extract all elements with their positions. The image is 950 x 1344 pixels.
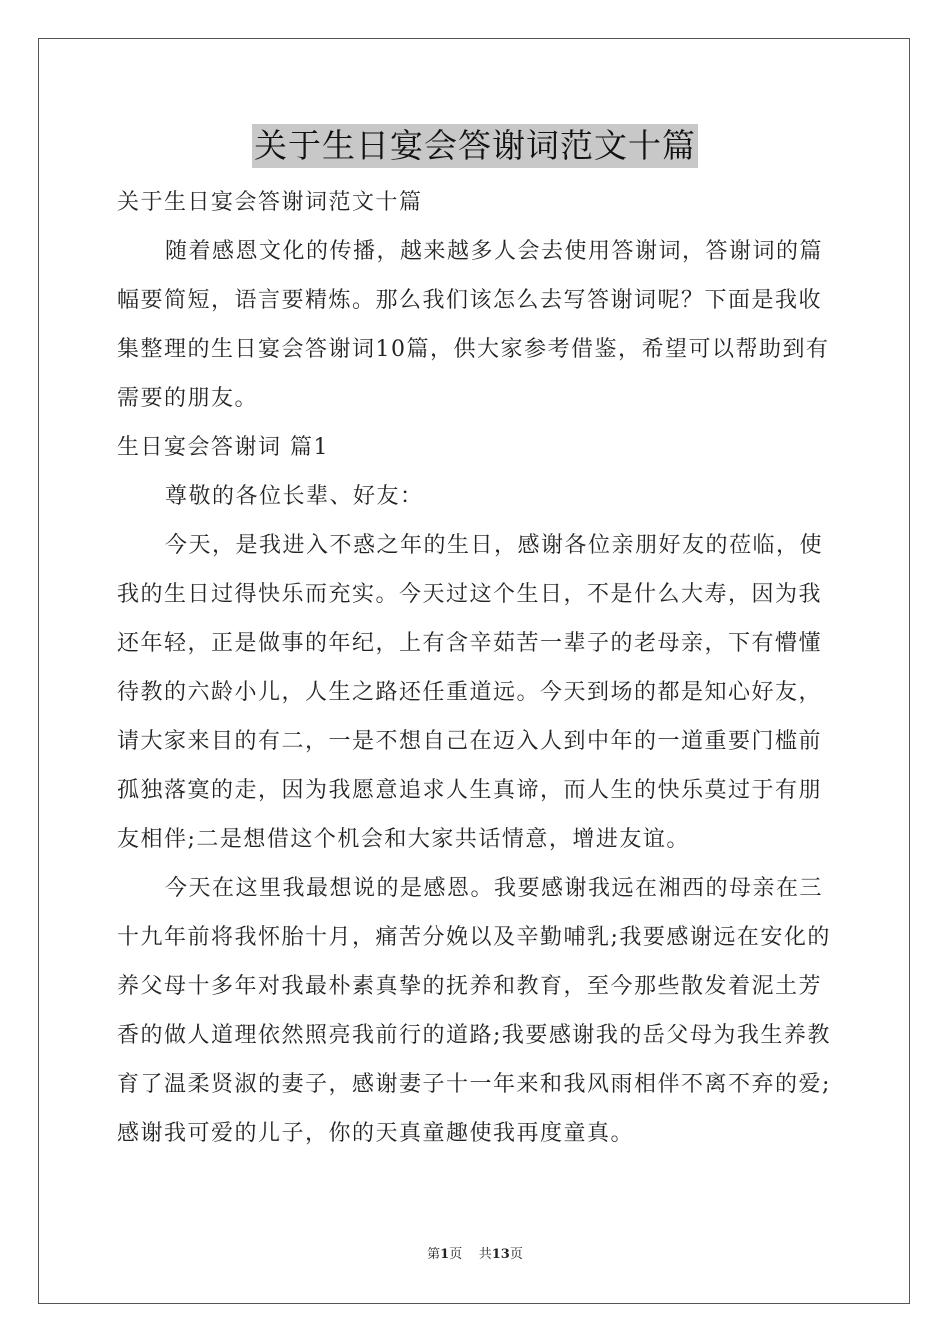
document-subtitle: 关于生日宴会答谢词范文十篇: [117, 190, 423, 215]
intro-paragraph: 随着感恩文化的传播，越来越多人会去使用答谢词，答谢词的篇幅要简短，语言要精炼。那么我们该怎么去写答谢词呢？下面是我收集整理的生日宴会答谢词10篇，供大家参考借鉴，希望可以帮助到有需要的朋友。: [117, 239, 830, 411]
greeting-line: 尊敬的各位长辈、好友：: [165, 484, 424, 509]
body-paragraph: 今天，是我进入不惑之年的生日，感谢各位亲朋好友的莅临，使我的生日过得快乐而充实。今天过这个生日，不是什么大寿，因为我还年轻，正是做事的年纪，上有含辛茹苦一辈子的老母亲，下有懵懂待教的六龄小儿，人生之路还任重道远。今天到场的都是知心好友，请大家来目的有二，一是不想自己在迈入人到中年的一道重要门槛前孤独落寞的走，因为我愿意追求人生真谛，而人生的快乐莫过于有朋友相伴;二是想借这个机会和大家共话情意，增进友谊。: [117, 533, 824, 852]
section-heading: 生日宴会答谢词 篇1: [117, 435, 329, 460]
document-body: [117, 178, 837, 1158]
document-title: 关于生日宴会答谢词范文十篇: [252, 124, 698, 168]
total-pages: 13: [491, 1247, 510, 1262]
page-suffix: 页: [449, 1247, 463, 1262]
total-prefix: 共: [478, 1247, 492, 1262]
body-paragraph: 今天在这里我最想说的是感恩。我要感谢我远在湘西的母亲在三十九年前将我怀胎十月，痛苦分娩以及辛勤哺乳;我要感谢远在安化的养父母十多年对我最朴素真挚的抚养和教育，至今那些散发着泥土芳香的做人道理依然照亮我前行的道路;我要感谢我的岳父母为我生养教育了温柔贤淑的妻子，感谢妻子十一年来和我风雨相伴不离不弃的爱;感谢我可爱的儿子，你的天真童趣使我再度童真。: [117, 876, 831, 1146]
total-suffix: 页: [509, 1247, 523, 1262]
page-footer: [0, 1243, 950, 1262]
page-prefix: 第: [427, 1247, 441, 1262]
title-container: [0, 124, 950, 168]
page-number: 1: [440, 1247, 450, 1262]
